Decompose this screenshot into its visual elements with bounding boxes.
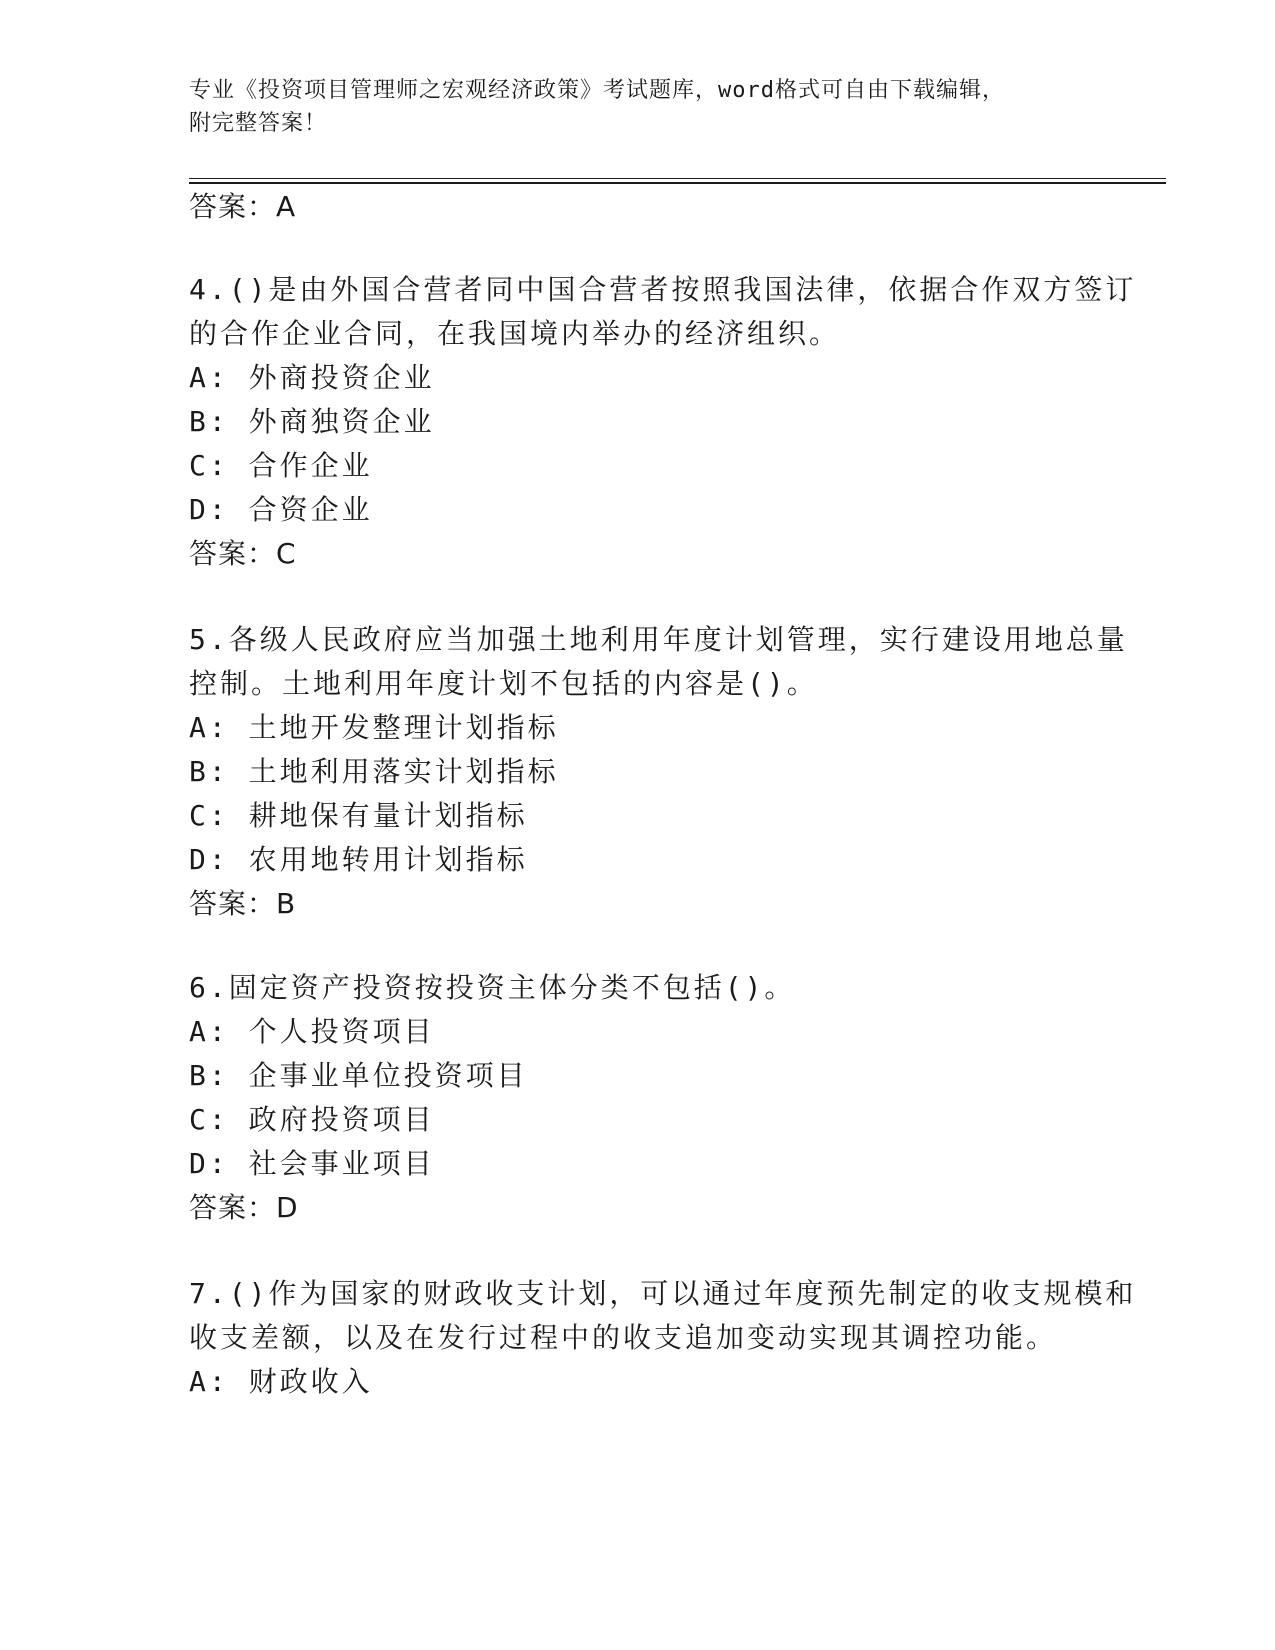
question-5-option-b: B: 土地利用落实计划指标: [189, 755, 559, 788]
question-4-stem-line-2: 的合作企业合同，在我国境内举办的经济组织。: [189, 317, 841, 350]
question-7-stem-line-1: 7.()作为国家的财政收支计划，可以通过年度预先制定的收支规模和: [189, 1277, 1137, 1310]
question-5-option-c: C: 耕地保有量计划指标: [189, 799, 528, 832]
document-header: [189, 74, 1089, 140]
header-line-1: 专业《投资项目管理师之宏观经济政策》考试题库，word格式可自由下载编辑，: [189, 78, 1005, 103]
question-5-answer: 答案：B: [189, 887, 297, 920]
question-5-stem-line-2: 控制。土地利用年度计划不包括的内容是()。: [189, 667, 818, 700]
question-4-option-c: C: 合作企业: [189, 449, 373, 482]
question-4-option-b: B: 外商独资企业: [189, 405, 435, 438]
question-7-option-a: A: 财政收入: [189, 1365, 373, 1398]
question-5-option-a: A: 土地开发整理计划指标: [189, 711, 559, 744]
question-6-option-b: B: 企事业单位投资项目: [189, 1059, 528, 1092]
question-6-option-a: A: 个人投资项目: [189, 1015, 435, 1048]
question-6-answer: 答案：D: [189, 1191, 299, 1224]
question-7-stem-line-2: 收支差额，以及在发行过程中的收支追加变动实现其调控功能。: [189, 1321, 1058, 1354]
previous-answer: 答案：A: [189, 190, 297, 223]
question-4-stem-line-1: 4.()是由外国合营者同中国合营者按照我国法律，依据合作双方签订: [189, 273, 1137, 306]
question-4-option-a: A: 外商投资企业: [189, 361, 435, 394]
question-5-option-d: D: 农用地转用计划指标: [189, 843, 528, 876]
question-5-stem-line-1: 5.各级人民政府应当加强土地利用年度计划管理，实行建设用地总量: [189, 623, 1128, 656]
question-6-option-d: D: 社会事业项目: [189, 1147, 435, 1180]
header-divider-thick: [189, 182, 1166, 184]
header-line-2: 附完整答案！: [189, 111, 328, 136]
question-4-answer: 答案：C: [189, 537, 297, 570]
question-6-option-c: C: 政府投资项目: [189, 1103, 435, 1136]
question-6-stem-line-1: 6.固定资产投资按投资主体分类不包括()。: [189, 971, 796, 1004]
question-4-option-d: D: 合资企业: [189, 493, 373, 526]
header-divider-thin: [189, 178, 1166, 179]
